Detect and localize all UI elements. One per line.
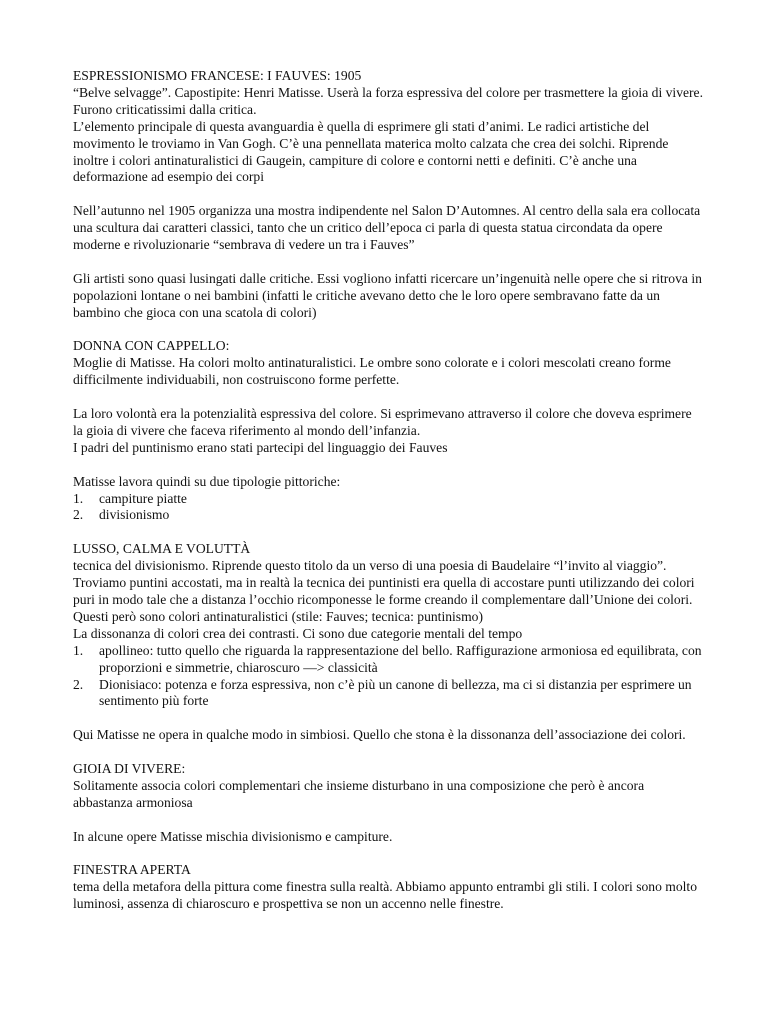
paragraph-gap [73, 457, 703, 474]
paragraph: Nell’autunno nel 1905 organizza una mostra indipendente nel Salon D’Automnes. Al centro della sala era collocata una scultura dai caratteri classici, tanto che un critico dell’epoca ci parla di questa statua circondata da opere moderne e rivoluzionarie “sembrava di vedere un tra i Fauves” [73, 203, 701, 253]
paragraph: La dissonanza di colori crea dei contrasti. Ci sono due categorie mentali del tempo [73, 625, 523, 641]
paragraph: tecnica del divisionismo. Riprende questo titolo da un verso di una poesia di Baudelaire “l’invito al viaggio”. Troviamo puntini accostati, ma in realtà la tecnica dei puntinisti era quella di accostare punti utilizzando dei colori puri in modo tale che a distanza l’occhio ricomponesse le forme creando il complementare dall’Unione dei colori. Questi però sono colori antinaturalistici (stile: Fauves; tecnica: puntinismo) [73, 558, 695, 624]
list-text: Dionisiaco: potenza e forza espressiva, non c’è più un canone di bellezza, ma ci si distanzia per esprimere un sentimento più forte [99, 676, 692, 709]
paragraph-gap [73, 710, 703, 727]
list-item [73, 643, 703, 677]
list-number: 2. [73, 676, 84, 692]
list-text: apollineo: tutto quello che riguarda la rappresentazione del bello. Raffigurazione armoniosa ed equilibrata, con proporzioni e simmetrie, chiaroscuro —> classicità [99, 642, 702, 675]
list-text: divisionismo [99, 507, 170, 523]
paragraph-gap [73, 744, 703, 761]
section-heading: LUSSO, CALMA E VOLUTTÀ [73, 541, 251, 557]
list-item [73, 491, 703, 508]
section-heading: FINESTRA APERTA [73, 862, 191, 878]
paragraph-gap [73, 186, 703, 203]
list-text: campiture piatte [99, 490, 187, 506]
paragraph-gap [73, 812, 703, 829]
paragraph: Gli artisti sono quasi lusingati dalle critiche. Essi vogliono infatti ricercare un’ingenuità nelle opere che si ritrova in popolazioni lontane o nei bambini (infatti le critiche avevano detto che le loro opere sembravano fatte da un bambino che gioca con una scatola di colori) [73, 270, 702, 320]
section-heading: DONNA CON CAPPELLO: [73, 338, 230, 354]
paragraph: Qui Matisse ne opera in qualche modo in simbiosi. Quello che stona è la dissonanza dell’associazione dei colori. [73, 727, 686, 743]
paragraph-gap [73, 254, 703, 271]
section-heading: GIOIA DI VIVERE: [73, 761, 186, 777]
numbered-list [73, 643, 703, 711]
paragraph-gap [73, 389, 703, 406]
paragraph: I padri del puntinismo erano stati partecipi del linguaggio dei Fauves [73, 439, 448, 455]
list-number: 1. [73, 490, 84, 506]
paragraph-gap [73, 846, 703, 863]
paragraph: Matisse lavora quindi su due tipologie pittoriche: [73, 473, 341, 489]
list-item [73, 677, 703, 711]
paragraph: Moglie di Matisse. Ha colori molto antinaturalistici. Le ombre sono colorate e i colori mescolati creano forme difficilmente individuabili, non costruiscono forme perfette. [73, 355, 671, 388]
paragraph: La loro volontà era la potenzialità espressiva del colore. Si esprimevano attraverso il colore che doveva esprimere la gioia di vivere che faceva riferimento al mondo dell’infanzia. [73, 406, 692, 438]
paragraph: L’elemento principale di questa avanguardia è quella di esprimere gli stati d’animi. Le radici artistiche del movimento le troviamo in Van Gogh. C’è una pennellata materica molto calzata che crea dei solchi. Riprende inoltre i colori antinaturalistici di Gaugein, campiture di colore e contorni netti e definiti. C’è anche una deformazione ad esempio dei corpi [73, 118, 669, 185]
list-item [73, 507, 703, 524]
paragraph: In alcune opere Matisse mischia divisionismo e campiture. [73, 828, 393, 844]
list-number: 2. [73, 507, 84, 523]
section-heading: ESPRESSIONISMO FRANCESE: I FAUVES: 1905 [73, 68, 362, 83]
list-number: 1. [73, 642, 84, 658]
paragraph-gap [73, 524, 703, 541]
document-page [73, 68, 703, 913]
paragraph-gap [73, 322, 703, 339]
paragraph: “Belve selvagge”. Capostipite: Henri Matisse. Userà la forza espressiva del colore per trasmettere la gioia di vivere. Furono criticatissimi dalla critica. [73, 84, 703, 117]
paragraph: tema della metafora della pittura come finestra sulla realtà. Abbiamo appunto entrambi gli stili. I colori sono molto luminosi, assenza di chiaroscuro e prospettiva se non un accenno nelle finestre. [73, 879, 697, 912]
paragraph: Solitamente associa colori complementari che insieme disturbano in una composizione che però è ancora abbastanza armoniosa [73, 777, 645, 810]
numbered-list [73, 491, 703, 525]
